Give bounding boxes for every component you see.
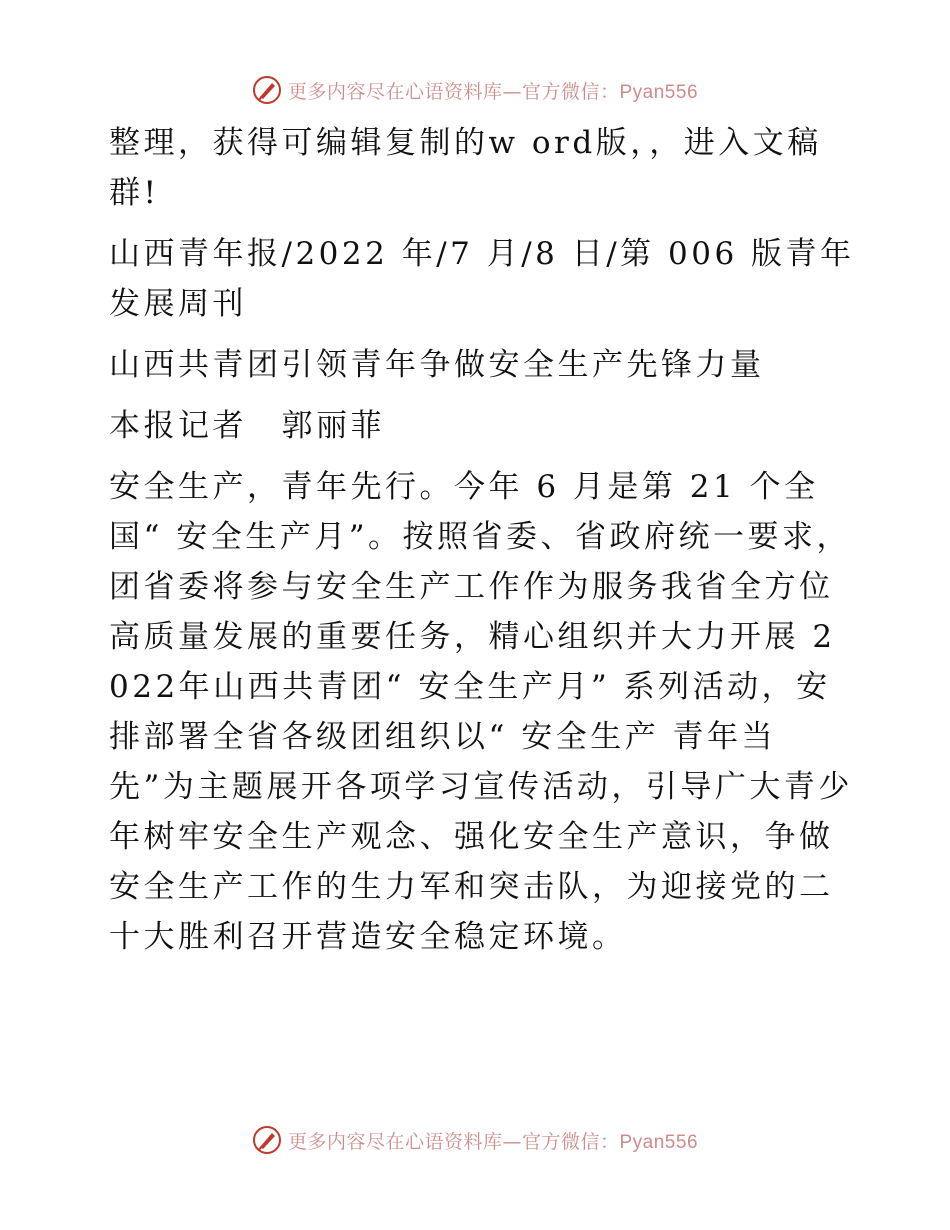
- body-paragraph: 安全生产，青年先行。今年 6 月是第 21 个全国“ 安全生产月”。按照省委、省政府统一要求，团省委将参与安全生产工作作为服务我省全方位高质量发展的重要任务，精心组织并大力开展 2022年山西共青团“ 安全生产月” 系列活动，安排部署全省各级团组织以“ 安全生产 青年当先”为主题展开各项学习宣传活动，引导广大青少年树牢安全生产观念、强化安全生产意识，争做安全生产工作的生力军和突击队，为迎接党的二十大胜利召开营造安全稳定环境。: [109, 469, 853, 955]
- watermark-text: 更多内容尽在心语资料库—官方微信：Pyan556: [287, 80, 699, 103]
- intro-note: 整理，获得可编辑复制的w ord版，，进入文稿群!: [109, 125, 822, 211]
- byline: 本报记者 郭丽菲: [109, 408, 385, 444]
- quill-pen-logo-icon: [252, 75, 282, 105]
- footer-watermark: [0, 1122, 950, 1158]
- article-title: 山西共青团引领青年争做安全生产先锋力量: [109, 347, 765, 383]
- quill-pen-logo-icon: [252, 1125, 282, 1155]
- header-watermark: [0, 72, 950, 108]
- document-body: [97, 118, 857, 962]
- watermark-text: 更多内容尽在心语资料库—官方微信：Pyan556: [287, 1130, 699, 1153]
- source-line: 山西青年报/2022 年/7 月/8 日/第 006 版青年发展周刊: [109, 236, 855, 322]
